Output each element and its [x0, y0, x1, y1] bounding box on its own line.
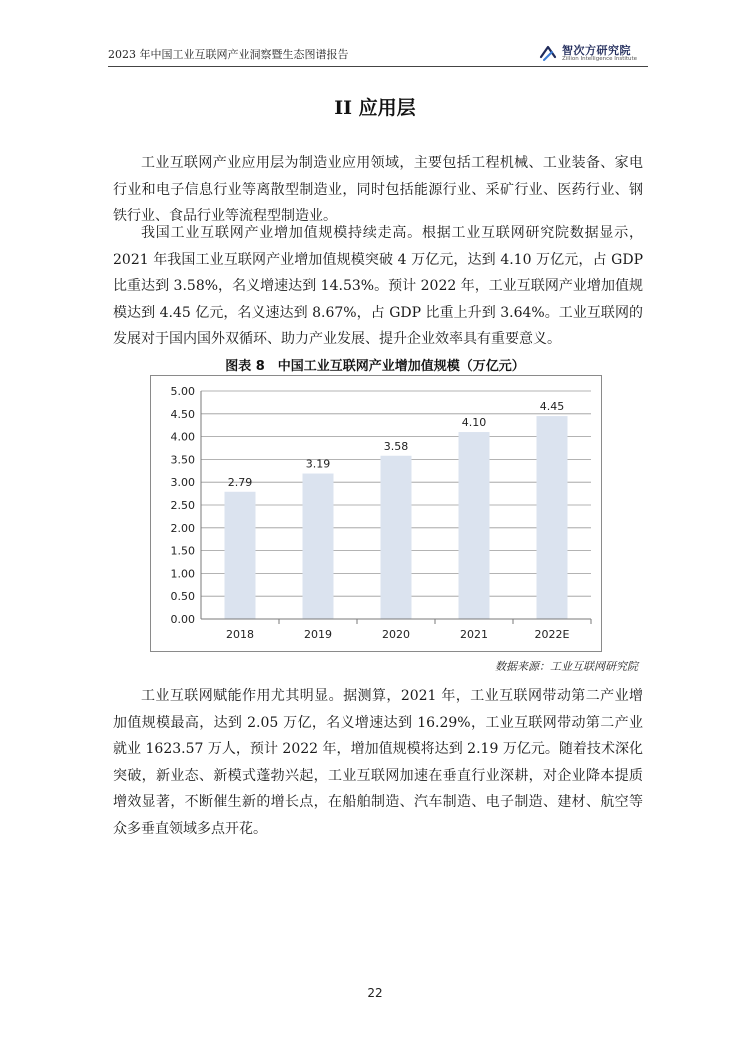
paragraph-1: 工业互联网产业应用层为制造业应用领域，主要包括工程机械、工业装备、家电行业和电子信息行业等离散型制造业，同时包括能源行业、采矿行业、医药行业、钢铁行业、食品行业等流程型制造业。 — [113, 155, 643, 224]
data-label: 3.19 — [305, 457, 331, 471]
x-tick-label: 2020 — [382, 628, 410, 641]
logo-cn-text: 智次方研究院 — [562, 44, 631, 57]
y-tick-label: 1.00 — [170, 567, 195, 581]
y-tick-label: 4.00 — [170, 430, 195, 444]
bar-chart — [151, 376, 601, 651]
bar — [459, 432, 490, 619]
bar — [303, 474, 334, 619]
paragraph-2: 我国工业互联网产业增加值规模持续走高。根据工业互联网研究院数据显示，2021 年我国工业互联网产业增加值规模突破 4 万亿元，达到 4.10 万亿元，占 GDP 比重达到 3.58%，名义增速达到 14.53%。预计 2022 年，工业互联网产业增加值规模达到 4.45 亿元，名义速达到 8.67%，占 GDP 比重上升到 3.64%。工业互联网的发展对于国内国外双循环、助力产业发展、提升企业效率具有重要意义。 — [113, 225, 643, 347]
logo-en-text: Zillion Intelligence Institute — [562, 56, 638, 62]
logo-mark-icon — [538, 43, 558, 63]
x-tick-label: 2019 — [304, 628, 332, 641]
y-tick-label: 5.00 — [170, 385, 195, 398]
header-divider — [108, 66, 648, 67]
y-tick-label: 3.00 — [170, 476, 195, 490]
bar — [225, 492, 256, 619]
data-label: 3.58 — [383, 439, 409, 453]
y-tick-label: 2.00 — [170, 521, 195, 535]
x-tick-label: 2018 — [226, 628, 254, 641]
section-title: II 应用层 — [334, 97, 416, 119]
x-tick-label: 2021 — [460, 628, 488, 641]
page-header — [108, 40, 648, 64]
bar — [381, 456, 412, 619]
y-tick-label: 0.50 — [170, 590, 195, 604]
data-label: 4.45 — [539, 400, 565, 414]
bar — [537, 416, 568, 619]
paragraph-3: 工业互联网赋能作用尤其明显。据测算，2021 年，工业互联网带动第二产业增加值规模最高，达到 2.05 万亿，名义增速达到 16.29%，工业互联网带动第二产业就业 1623.57 万人，预计 2022 年，增加值规模将达到 2.19 万亿元。随着技术深化突破，新业态、新模式蓬勃兴起，工业互联网加速在垂直行业深耕，对企业降本提质增效显著，不断催生新的增长点，在船舶制造、汽车制造、电子制造、建材、航空等众多垂直领域多点开花。 — [113, 688, 643, 837]
y-tick-label: 2.50 — [170, 499, 195, 512]
y-tick-label: 3.50 — [170, 453, 195, 467]
bar-chart-frame — [150, 375, 602, 652]
data-label: 2.79 — [227, 475, 253, 489]
y-tick-label: 4.50 — [170, 407, 195, 421]
header-title: 2023 年中国工业互联网产业洞察暨生态图谱报告 — [108, 48, 349, 61]
x-tick-label: 2022E — [534, 628, 570, 641]
institute-logo — [538, 42, 648, 64]
y-tick-label: 0.00 — [170, 613, 195, 626]
figure-caption: 图表 8 中国工业互联网产业增加值规模（万亿元） — [225, 359, 525, 374]
data-source: 数据来源：工业互联网研究院 — [495, 660, 638, 673]
y-tick-label: 1.50 — [170, 544, 195, 558]
page-number: 22 — [367, 986, 383, 1000]
data-label: 4.10 — [461, 416, 487, 430]
